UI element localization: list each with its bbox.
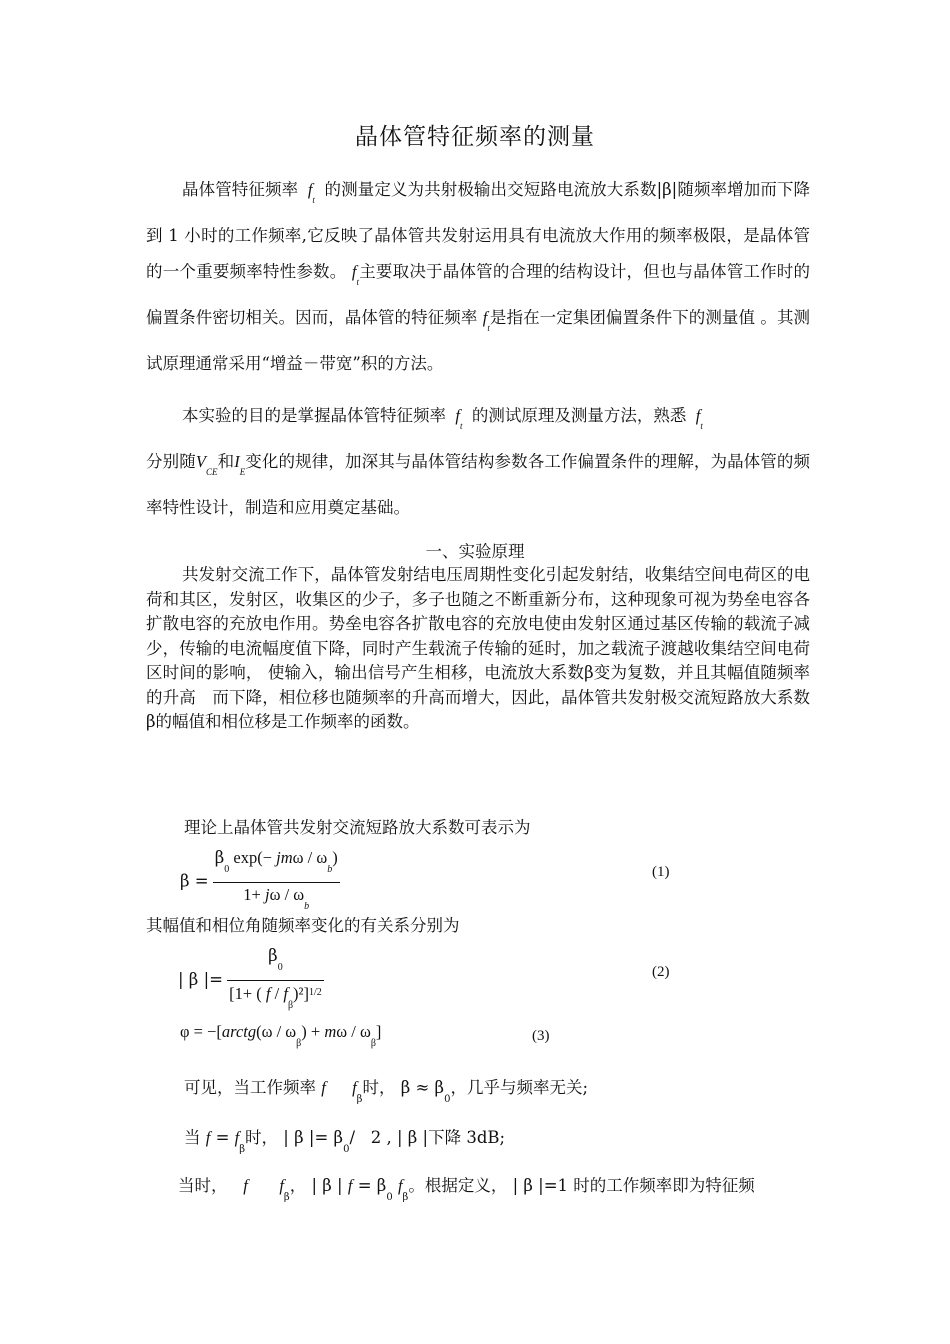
- document-title: 晶体管特征频率的测量: [355, 124, 595, 150]
- symbol-vce: $V_{CE}$: [195, 452, 218, 477]
- symbol-ft: $f_t$: [351, 262, 360, 287]
- symbol-ft: $f_t$: [695, 406, 703, 431]
- relation-text: 其幅值和相位角随频率变化的有关系分别为: [146, 916, 460, 935]
- symbol-beta: β: [146, 712, 156, 731]
- section-heading: 一、实验原理: [425, 542, 525, 561]
- symbol-beta: β: [584, 663, 594, 682]
- condition-line-2: 当 $f = f_\beta$时， | β |= $\beta_0/$ 2 , | β |下降 3dB;: [184, 1128, 506, 1155]
- equation-3-number: (3): [532, 1028, 550, 1044]
- intro-paragraph-1: 晶体管特征频率 $f_t$ 的测量定义为共射极输出交短路电流放大系数|β|随频率增加而下降到 1 小时的工作频率,它反映了晶体管共发射运用具有电流放大作用的频率极限，是晶体管的一个重要频率特性参数。 $f_t$主要取决于晶体管的合理的结构设计，但也与晶体管工作时的偏置条件密切相关。因而，晶体管的特征频率 $f_t$是指在一定集团偏置条件下的测量值 。其测试原理通常采用“增益－带宽”积的方法。: [146, 180, 811, 373]
- formula-intro-text: 理论上晶体管共发射交流短路放大系数可表示为: [184, 818, 531, 837]
- symbol-beta-abs: |β|: [656, 180, 678, 199]
- equation-1: β = $\frac{\beta_0 \exp(- jm\omega / \omega_b)}{1+ j\omega / \omega_b}$: [180, 848, 338, 912]
- symbol-ft: $f_t$: [455, 406, 463, 431]
- condition-line-1: 可见，当工作频率 f $f_\beta$时， $\beta \approx \beta_0$，几乎与频率无关;: [184, 1078, 589, 1105]
- equation-1-number: (1): [652, 864, 670, 880]
- equation-2-number: (2): [652, 964, 670, 980]
- symbol-ie: $I_E$: [234, 452, 246, 477]
- symbol-ft: $f_t$: [482, 308, 490, 333]
- principle-paragraph: 共发射交流工作下，晶体管发射结电压周期性变化引起发射结，收集结空间电荷区的电荷和其区，发射区，收集区的少子，多子也随之不断重新分布，这种现象可视为势垒电容各扩散电容的充放电作用。势垒电容各扩散电容的充放电使由发射区通过基区传输的载流子减少，传输的电流幅度值下降，同时产生载流子传输的延时，加之载流子渡越收集结空间电荷区时间的影响， 使输入，输出信号产生相移，电流放大系数β变为复数，并且其幅值随频率的升高 而下降，相位移也随频率的升高而增大，因此，晶体管共发射极交流短路放大系数β的幅值和相位移是工作频率的函数。: [146, 565, 811, 731]
- symbol-ft: $f_t$: [307, 180, 315, 205]
- condition-line-3: 当时， f $f_\beta$， | β | $f = \beta_0$ $f_\beta$。根据定义， | β |=1 时的工作频率即为特征频: [178, 1176, 755, 1203]
- equation-3: φ = −[arctg(ω / $\omega_\beta) + m\omega / \omega_\beta$]: [180, 1022, 382, 1049]
- intro-paragraph-2: 本实验的目的是掌握晶体管特征频率 $f_t$ 的测试原理及测量方法，熟悉 $f_t$ 分别随$V_{CE}$和$I_E$变化的规律，加深其与晶体管结构参数各工作偏置条件的理解，为晶体管的频率特性设计，制造和应用奠定基础。: [146, 406, 811, 517]
- equation-2: | β |= $\frac{\beta_0}{[1+ ( f / f_\beta)^2]^{1/2}}$: [178, 946, 322, 1011]
